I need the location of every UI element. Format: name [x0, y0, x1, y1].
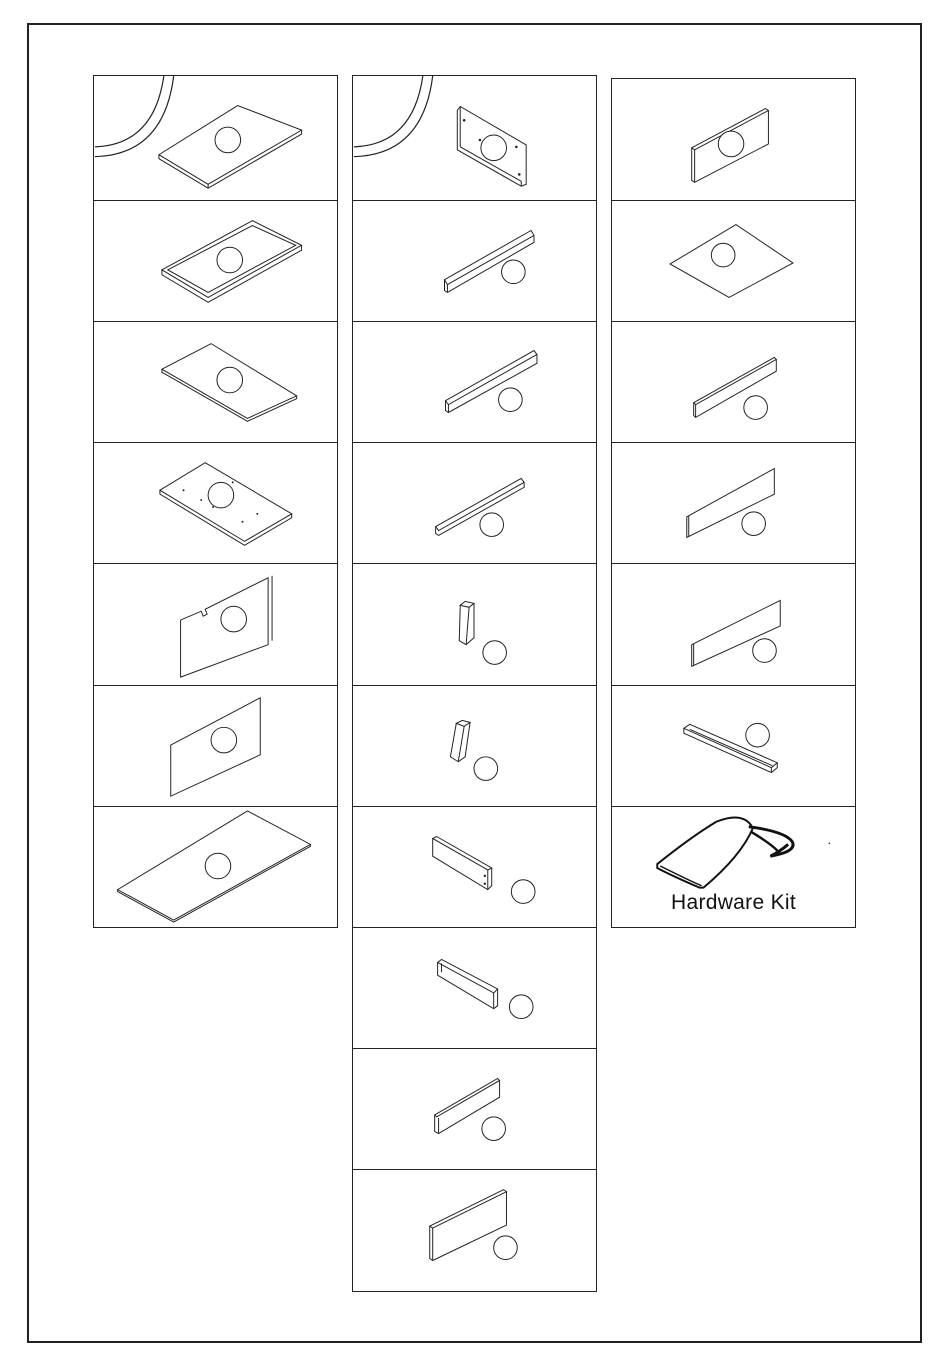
- part-panel-col2-row4: [352, 442, 597, 564]
- part-panel-col2-row5: [352, 563, 597, 686]
- part-number-circle: [215, 127, 241, 153]
- part-number-circle: [746, 723, 770, 747]
- part-panel-col2-row1: [352, 75, 597, 201]
- part-number-circle: [744, 396, 768, 420]
- part-number-circle: [742, 512, 766, 536]
- part-number-circle: [481, 135, 507, 161]
- part-panel-col1-row3: [93, 321, 338, 443]
- part-number-circle: [480, 513, 504, 537]
- part-panel-col1-row4: [93, 442, 338, 564]
- part-panel-col2-row9: [352, 1048, 597, 1170]
- drawer-side-drawing: [438, 959, 498, 1008]
- part-number-circle: [511, 880, 535, 904]
- part-number-circle: [205, 853, 231, 879]
- short-post-drawing: [450, 720, 470, 761]
- part-panel-col2-row8: [352, 927, 597, 1049]
- hardware-kit-label: Hardware Kit: [671, 891, 796, 914]
- part-number-circle: [474, 757, 498, 781]
- corner-tab-icon: [94, 76, 337, 200]
- part-number-circle: [482, 1117, 506, 1141]
- part-number-circle: [483, 641, 507, 665]
- part-number-circle: [711, 243, 735, 267]
- part-panel-col3-row5: [611, 563, 856, 686]
- part-panel-col1-row6: [93, 685, 338, 807]
- hardware-kit-bag-icon: [657, 817, 793, 887]
- part-panel-col3-row2: [611, 200, 856, 322]
- leg-post-drawing: [459, 601, 474, 644]
- part-panel-col2-row2: [352, 200, 597, 322]
- part-panel-col1-row1: [93, 75, 338, 201]
- part-number-circle: [208, 482, 234, 508]
- part-number-circle: [502, 260, 526, 284]
- part-panel-col3-row3: [611, 321, 856, 443]
- part-number-circle: [211, 727, 237, 753]
- part-number-circle: [221, 606, 247, 632]
- part-panel-col1-row7: [93, 806, 338, 928]
- part-panel-hardware-kit: [611, 806, 856, 928]
- part-panel-col2-row3: [352, 321, 597, 443]
- part-number-circle: [494, 1236, 518, 1260]
- part-number-circle: [509, 995, 533, 1019]
- rail-drawing: [445, 231, 535, 293]
- part-number-circle: [753, 639, 777, 663]
- drawer-front-drawing: [433, 837, 492, 890]
- part-number-circle: [217, 367, 243, 393]
- part-panel-col2-row10: [352, 1169, 597, 1292]
- part-panel-col3-row1: [611, 78, 856, 201]
- part-number-circle: [499, 388, 523, 412]
- part-number-circle: [217, 247, 243, 273]
- part-panel-col1-row2: [93, 200, 338, 322]
- part-panel-col2-row6: [352, 685, 597, 807]
- part-panel-col3-row6: [611, 685, 856, 807]
- long-rail-drawing: [445, 351, 536, 413]
- part-panel-col1-row5: [93, 563, 338, 686]
- part-panel-col2-row7: [352, 806, 597, 928]
- part-panel-col3-row4: [611, 442, 856, 564]
- part-number-circle: [718, 131, 744, 157]
